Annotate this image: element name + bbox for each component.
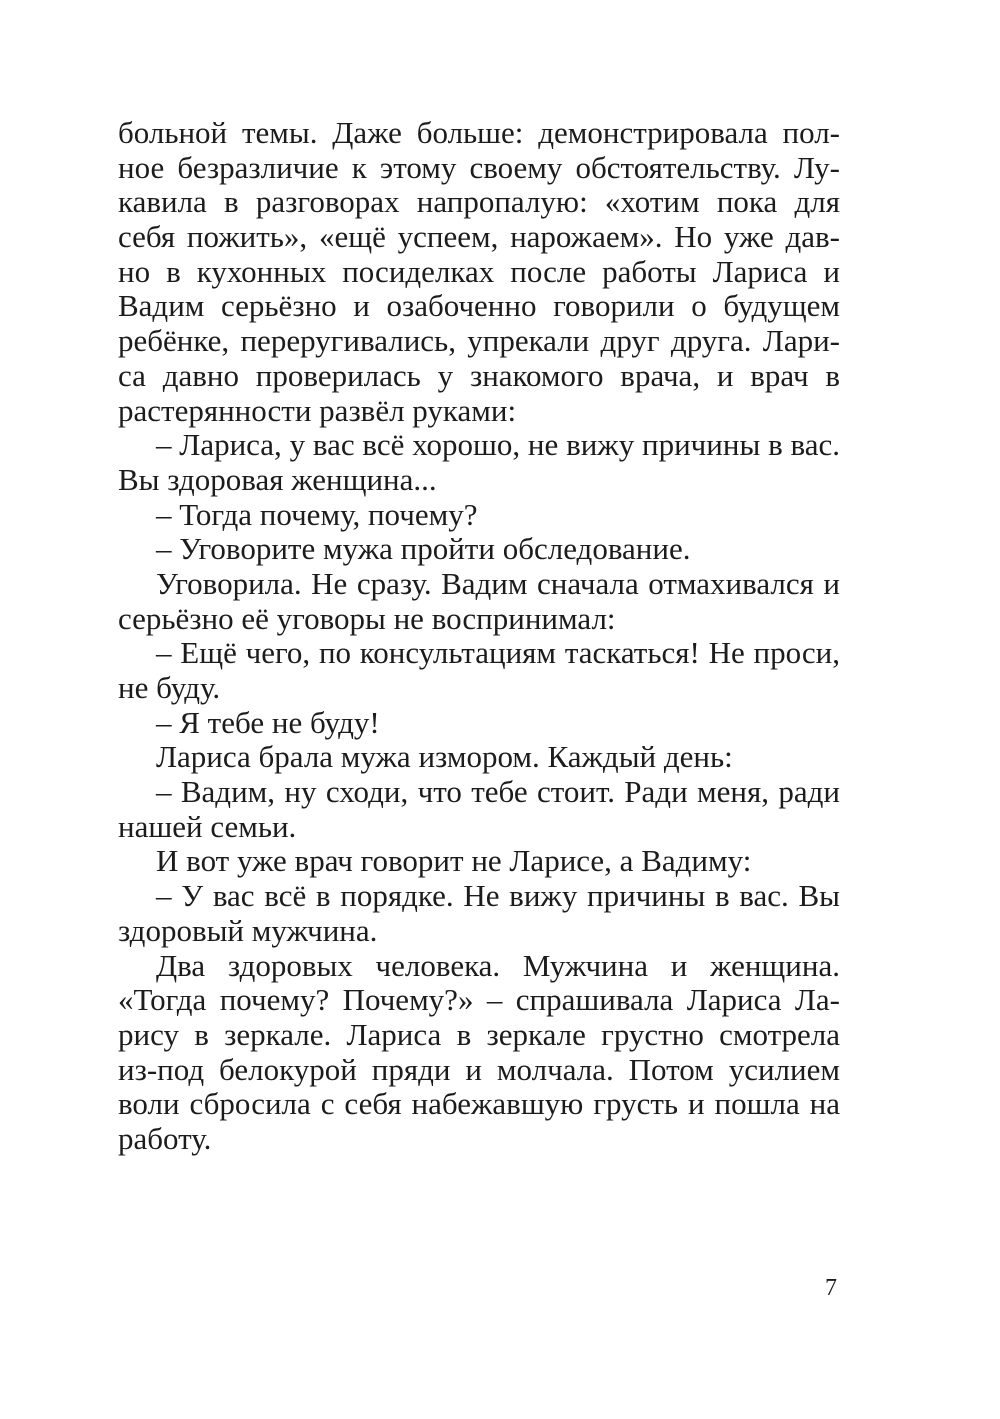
page-body-text	[118, 116, 840, 1157]
text-line: Два здоровых человека. Мужчина и женщина.	[156, 947, 840, 983]
text-line: но в кухонных посиделках после работы Лариса и	[118, 253, 840, 289]
text-line: рису в зеркале. Лариса в зеркале грустно смотрела	[118, 1016, 840, 1052]
text-line: здоровый мужчина.	[118, 912, 378, 948]
text-line: работу.	[118, 1120, 212, 1156]
text-line: серьёзно её уговоры не воспринимал:	[118, 600, 616, 636]
text-line: кавила в разговорах напропалую: «хотим пока для	[118, 184, 840, 220]
text-line: – Лариса, у вас всё хорошо, не вижу причины в вас.	[156, 427, 840, 463]
text-line: – Ещё чего, по консультациям таскаться! Не проси,	[156, 635, 840, 671]
text-line: больной темы. Даже больше: демонстрировала пол-	[118, 115, 840, 150]
text-line: нашей семьи.	[118, 808, 297, 844]
text-line: Лариса брала мужа измором. Каждый день:	[156, 739, 733, 775]
text-line: Вы здоровая женщина...	[118, 461, 437, 497]
text-line: – У вас всё в порядке. Не вижу причины в вас. Вы	[156, 878, 840, 914]
text-line: Уговорила. Не сразу. Вадим сначала отмахивался и	[156, 565, 840, 601]
text-line: ребёнке, переругивались, упрекали друг друга. Лари-	[118, 323, 840, 359]
page-number: 7	[825, 1275, 837, 1301]
text-line: ное безразличие к этому своему обстоятельству. Лу-	[118, 149, 840, 185]
text-line: растерянности развёл руками:	[118, 392, 517, 428]
text-line: Вадим серьёзно и озабоченно говорили о будущем	[118, 288, 840, 324]
text-line: не буду.	[118, 670, 221, 705]
text-line: – Тогда почему, почему?	[156, 496, 478, 532]
text-line: И вот уже врач говорит не Ларисе, а Вадиму:	[156, 843, 752, 879]
text-line: из-под белокурой пряди и молчала. Потом усилием	[118, 1051, 840, 1087]
text-line: – Уговорите мужа пройти обследование.	[156, 531, 691, 567]
text-line: – Я тебе не буду!	[156, 704, 380, 740]
text-line: са давно проверилась у знакомого врача, и врач в	[118, 357, 840, 393]
text-line: – Вадим, ну сходи, что тебе стоит. Ради меня, ради	[156, 774, 840, 810]
text-line: себя пожить», «ещё успеем, нарожаем». Но уже дав-	[118, 219, 840, 255]
text-line: «Тогда почему? Почему?» – спрашивала Лариса Ла-	[118, 982, 840, 1018]
text-line: воли сбросила с себя набежавшую грусть и пошла на	[118, 1086, 840, 1122]
